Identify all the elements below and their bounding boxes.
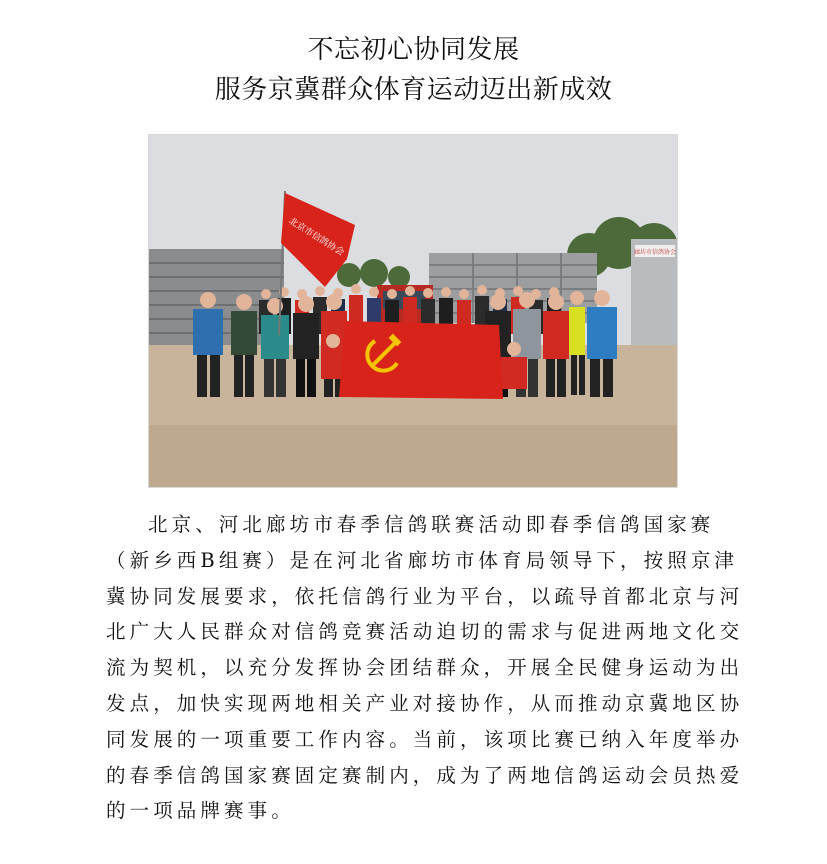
paragraph-line: 的一项品牌赛事。 bbox=[106, 799, 295, 823]
body-paragraph bbox=[106, 507, 744, 829]
title-line-2: 服务京冀群众体育运动迈出新成效 bbox=[214, 75, 613, 105]
paragraph-line: 北京、河北廊坊市春季信鸽联赛活动即春季信鸽国家赛 bbox=[148, 513, 715, 536]
document-title bbox=[0, 30, 827, 110]
paragraph-line: （新乡西B组赛）是在河北省廊坊市体育局领导下，按照京津 bbox=[106, 548, 739, 572]
party-flag bbox=[339, 321, 503, 399]
paragraph-line: 流为契机，以充分发挥协会团结群众，开展全民健身运动为出 bbox=[106, 656, 744, 680]
flag-text: 北京市信鸽协会 bbox=[286, 216, 346, 259]
paragraph-line: 北广大人民群众对信鸽竞赛活动迫切的需求与促进两地文化交 bbox=[106, 620, 744, 644]
title-line-1: 不忘初心协同发展 bbox=[307, 35, 520, 65]
paragraph-line: 冀协同发展要求，依托信鸽行业为平台，以疏导首都北京与河 bbox=[106, 584, 744, 608]
building-sign: 廊坊市信鸽协会 bbox=[633, 249, 677, 256]
paragraph-line: 发点，加快实现两地相关产业对接协作，从而推动京冀地区协 bbox=[106, 691, 744, 715]
paragraph-line: 同发展的一项重要工作内容。当前，该项比赛已纳入年度举办 bbox=[106, 727, 744, 751]
paragraph-line: 的春季信鸽国家赛固定赛制内，成为了两地信鸽运动会员热爱 bbox=[106, 763, 744, 787]
group-photo bbox=[148, 134, 678, 488]
